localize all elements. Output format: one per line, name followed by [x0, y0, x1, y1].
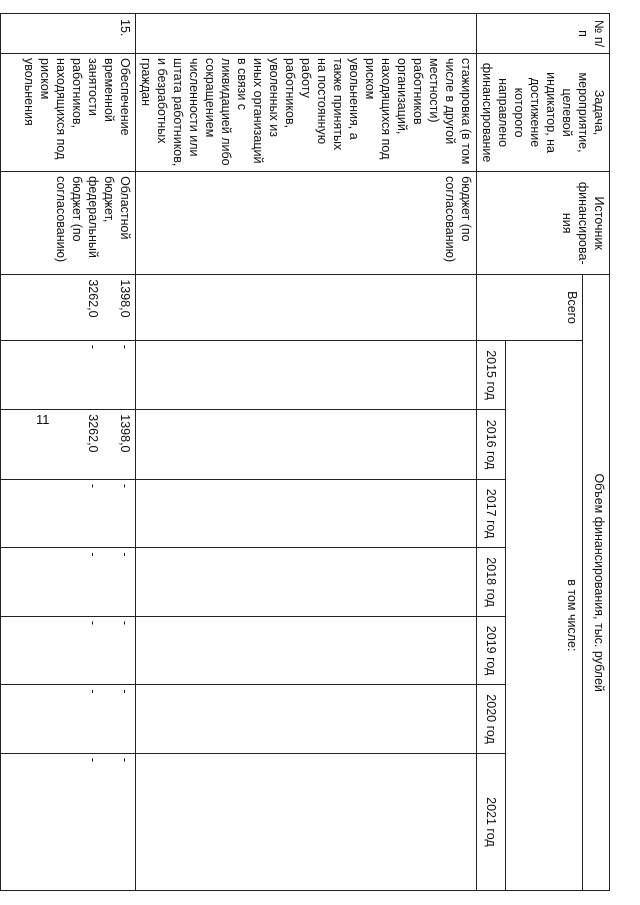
row-year-value: - - [1, 616, 136, 685]
row-year-value: - - [1, 479, 136, 548]
row-year-value [0, 685, 1, 754]
table-row [1, 14, 136, 891]
row-year-value [0, 753, 1, 890]
row-year-value [136, 685, 477, 754]
row-year-value: - - [1, 753, 136, 890]
header-funding-title: Объем финансирования, тыс. рублей [583, 275, 610, 891]
header-source: Источник финансирова-ния [477, 172, 610, 275]
header-year: 2018 год [477, 548, 506, 617]
row-task: Обеспечение временной занятости работников, находящихся под риском увольнения [1, 54, 136, 172]
row-year-value: - - [1, 340, 136, 410]
row-total: 1398,0 3262,0 [1, 275, 136, 340]
table-row [0, 14, 1, 891]
funding-table [0, 13, 610, 891]
row-year-value [136, 548, 477, 617]
row-year-value [0, 340, 1, 410]
row-year-value [136, 410, 477, 480]
row-task [0, 54, 1, 172]
row-year-value [0, 410, 1, 480]
header-num: № п/п [477, 14, 610, 54]
header-year: 2021 год [477, 753, 506, 890]
header-including: в том числе: [506, 340, 583, 890]
row-number [136, 14, 477, 54]
row-total [136, 275, 477, 340]
header-year: 2016 год [477, 410, 506, 480]
row-year-value [0, 616, 1, 685]
row-year-value: - - [1, 548, 136, 617]
row-year-value [136, 753, 477, 890]
row-total [0, 275, 1, 340]
row-number: 15. [1, 14, 136, 54]
row-source [0, 172, 1, 275]
row-year-value [136, 479, 477, 548]
row-source: Областной бюджет, федеральный бюджет (по согласованию) [1, 172, 136, 275]
header-year: 2020 год [477, 685, 506, 754]
row-year-value: 1398,0 3262,0 [1, 410, 136, 480]
header-year: 2019 год [477, 616, 506, 685]
row-number [0, 14, 1, 54]
header-task: Задача, мероприятие, целевой индикатор, на достижение которого направлено финансирование [477, 54, 610, 172]
header-year: 2015 год [477, 340, 506, 410]
row-year-value [136, 616, 477, 685]
page-number: 11 [36, 412, 50, 427]
row-year-value [0, 479, 1, 548]
header-total: Всего [477, 275, 583, 340]
row-task: стажировка (в том числе в другой местности) работников организаций, находящихся под риском увольнения, а также принятых на постоянную работу работников, уволенных из иных организаций в связи с ликвидацией либо сокращением численности или штата работников, и безработных граждан [136, 54, 477, 172]
header-year: 2017 год [477, 479, 506, 548]
row-year-value [136, 340, 477, 410]
row-year-value: - - [1, 685, 136, 754]
row-source: бюджет (по согласованию) [136, 172, 477, 275]
table-row [136, 14, 477, 891]
row-year-value [0, 548, 1, 617]
